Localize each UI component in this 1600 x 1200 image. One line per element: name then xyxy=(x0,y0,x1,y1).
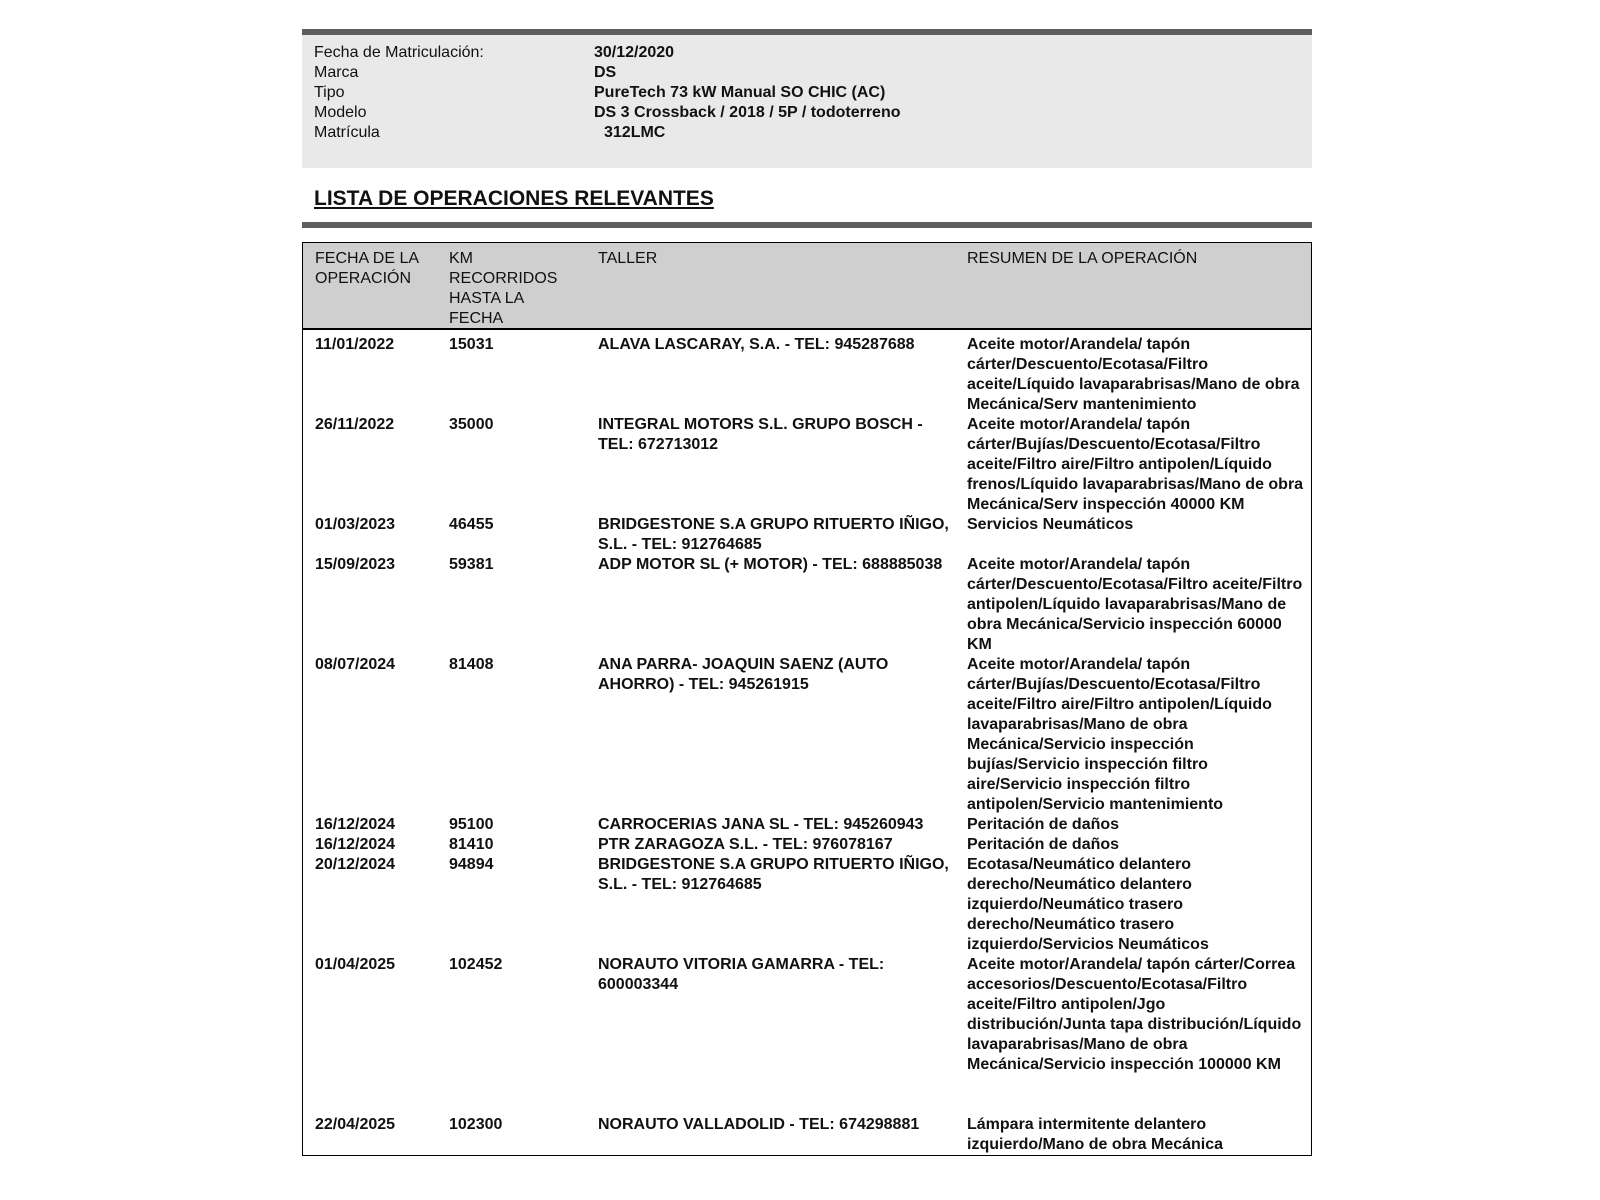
operation-workshop: ALAVA LASCARAY, S.A. - TEL: 945287688 xyxy=(598,336,915,353)
operation-km: 94894 xyxy=(449,856,494,873)
operation-km: 95100 xyxy=(449,816,494,833)
model-value: DS 3 Crossback / 2018 / 5P / todoterreno xyxy=(594,104,901,121)
operation-km: 46455 xyxy=(449,516,494,533)
operation-summary: Peritación de daños xyxy=(967,836,1120,853)
operation-km: 81408 xyxy=(449,656,494,673)
table-row xyxy=(303,335,1311,415)
table-row xyxy=(303,415,1311,515)
type-label: Tipo xyxy=(314,84,345,101)
operation-date: 26/11/2022 xyxy=(315,416,395,433)
operation-summary: Lámpara intermitente delantero izquierdo/Mano de obra Mecánica xyxy=(967,1116,1224,1153)
operation-km: 15031 xyxy=(449,336,494,353)
table-body xyxy=(303,330,1311,1155)
operation-date: 01/03/2023 xyxy=(315,516,396,533)
operation-workshop: PTR ZARAGOZA S.L. - TEL: 976078167 xyxy=(598,836,893,853)
brand-value: DS xyxy=(594,64,617,81)
vehicle-info-panel xyxy=(302,35,1312,168)
operation-workshop: CARROCERIAS JANA SL - TEL: 945260943 xyxy=(598,816,924,833)
operation-summary: Aceite motor/Arandela/ tapón cárter/Bujías/Descuento/Ecotasa/Filtro aceite/Filtro aire/Filtro antipolen/Líquido frenos/Líquido lavaparabrisas/Mano de obra Mecánica/Serv inspección 40000 KM xyxy=(967,416,1304,513)
header-km: KM RECORRIDOS HASTA LA FECHA xyxy=(449,250,558,327)
operation-workshop: BRIDGESTONE S.A GRUPO RITUERTO IÑIGO, S.L. - TEL: 912764685 xyxy=(598,516,949,553)
operation-date: 16/12/2024 xyxy=(315,816,396,833)
operation-summary: Servicios Neumáticos xyxy=(967,516,1134,533)
operations-table xyxy=(302,242,1312,1156)
table-row xyxy=(303,835,1311,855)
operation-date: 11/01/2022 xyxy=(315,336,395,353)
brand-label: Marca xyxy=(314,64,359,81)
operation-km: 59381 xyxy=(449,556,494,573)
operation-workshop: NORAUTO VITORIA GAMARRA - TEL: 600003344 xyxy=(598,956,885,993)
table-row xyxy=(303,1115,1311,1155)
table-row xyxy=(303,955,1311,1115)
operation-summary: Aceite motor/Arandela/ tapón cárter/Bujías/Descuento/Ecotasa/Filtro aceite/Filtro aire/Filtro antipolen/Líquido lavaparabrisas/Mano de obra Mecánica/Servicio inspección bujías/Servicio inspección filtro aire/Servicio inspección filtro antipolen/Servicio mantenimiento xyxy=(967,656,1272,813)
registration-date-label: Fecha de Matriculación: xyxy=(314,44,484,61)
operation-date: 08/07/2024 xyxy=(315,656,396,673)
header-summary: RESUMEN DE LA OPERACIÓN xyxy=(967,250,1198,267)
operation-summary: Aceite motor/Arandela/ tapón cárter/Correa accesorios/Descuento/Ecotasa/Filtro aceite/Filtro antipolen/Jgo distribución/Junta tapa distribución/Líquido lavaparabrisas/Mano de obra Mecánica/Servicio inspección 100000 KM xyxy=(967,956,1302,1073)
table-row xyxy=(303,555,1311,655)
operation-workshop: ADP MOTOR SL (+ MOTOR) - TEL: 688885038 xyxy=(598,556,943,573)
table-row xyxy=(303,855,1311,955)
operation-date: 01/04/2025 xyxy=(315,956,396,973)
type-value: PureTech 73 kW Manual SO CHIC (AC) xyxy=(594,84,886,101)
operation-summary: Aceite motor/Arandela/ tapón cárter/Descuento/Ecotasa/Filtro aceite/Filtro antipolen/Líquido lavaparabrisas/Mano de obra Mecánica/Servicio inspección 60000 KM xyxy=(967,556,1303,653)
operation-workshop: INTEGRAL MOTORS S.L. GRUPO BOSCH - TEL: 672713012 xyxy=(598,416,923,453)
operation-workshop: ANA PARRA- JOAQUIN SAENZ (AUTO AHORRO) - TEL: 945261915 xyxy=(598,656,889,693)
operation-summary: Ecotasa/Neumático delantero derecho/Neumático delantero izquierdo/Neumático trasero derecho/Neumático trasero izquierdo/Servicios Neumáticos xyxy=(967,856,1209,953)
table-header xyxy=(303,243,1311,330)
section-title: LISTA DE OPERACIONES RELEVANTES xyxy=(314,187,714,210)
table-row xyxy=(303,515,1311,555)
header-workshop: TALLER xyxy=(598,250,658,267)
operation-km: 102452 xyxy=(449,956,503,973)
operation-summary: Peritación de daños xyxy=(967,816,1120,833)
operation-summary: Aceite motor/Arandela/ tapón cárter/Descuento/Ecotasa/Filtro aceite/Líquido lavaparabrisas/Mano de obra Mecánica/Serv mantenimiento xyxy=(967,336,1300,413)
operation-date: 20/12/2024 xyxy=(315,856,396,873)
operation-km: 81410 xyxy=(449,836,494,853)
operation-date: 15/09/2023 xyxy=(315,556,396,573)
operation-km: 102300 xyxy=(449,1116,503,1133)
model-label: Modelo xyxy=(314,104,367,121)
plate-label: Matrícula xyxy=(314,124,380,141)
section-divider xyxy=(302,222,1312,228)
operation-km: 35000 xyxy=(449,416,494,433)
operation-date: 16/12/2024 xyxy=(315,836,396,853)
operation-workshop: BRIDGESTONE S.A GRUPO RITUERTO IÑIGO, S.L. - TEL: 912764685 xyxy=(598,856,949,893)
registration-date-value: 30/12/2020 xyxy=(594,44,675,61)
table-row xyxy=(303,655,1311,815)
operation-date: 22/04/2025 xyxy=(315,1116,396,1133)
plate-value: 312LMC xyxy=(604,124,666,141)
table-row xyxy=(303,815,1311,835)
header-date: FECHA DE LA OPERACIÓN xyxy=(315,250,419,287)
operation-workshop: NORAUTO VALLADOLID - TEL: 674298881 xyxy=(598,1116,920,1133)
